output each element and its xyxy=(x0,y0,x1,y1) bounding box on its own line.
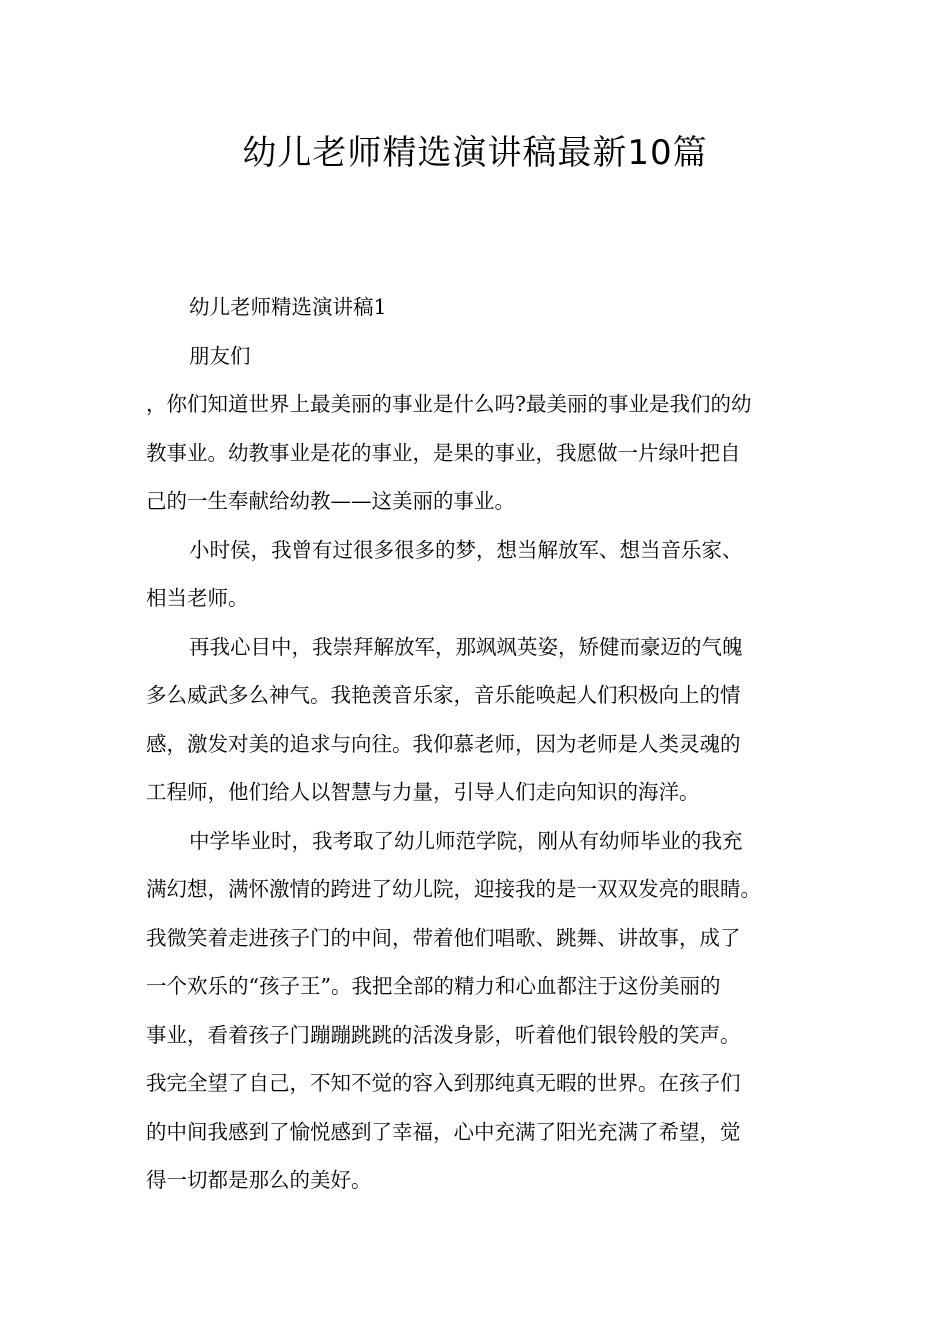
text-line: 朋友们 xyxy=(189,343,251,368)
paragraph xyxy=(146,332,811,381)
text-line: 满幻想，满怀激情的跨进了幼儿院，迎接我的是一双双发亮的眼睛。 xyxy=(146,877,761,901)
text-line: 一个欢乐的“孩子王”。我把全部的精力和心血都注于这份美丽的 xyxy=(146,974,721,998)
paragraph xyxy=(146,817,811,1205)
text-line: 相当老师。 xyxy=(146,586,249,610)
text-line: 感，激发对美的追求与向往。我仰慕老师，因为老师是人类灵魂的 xyxy=(146,731,741,756)
paragraph xyxy=(146,623,811,817)
paragraph xyxy=(146,380,811,526)
text-line: 得一切都是那么的美好。 xyxy=(146,1168,372,1192)
text-line: 教事业。幼教事业是花的事业，是果的事业，我愿做一片绿叶把自 xyxy=(146,440,741,465)
text-line: 小时侯，我曾有过很多很多的梦，想当解放军、想当音乐家、 xyxy=(189,537,743,562)
text-line: 事业，看着孩子门蹦蹦跳跳的活泼身影，听着他们银铃般的笑声。 xyxy=(146,1022,741,1047)
text-line: 多么威武多么神气。我艳羡音乐家，音乐能唤起人们积极向上的情 xyxy=(146,683,741,707)
paragraph xyxy=(146,283,811,332)
text-line: 我微笑着走进孩子门的中间，带着他们唱歌、跳舞、讲故事，成了 xyxy=(146,925,741,950)
text-line: 幼儿老师精选演讲稿1 xyxy=(189,295,387,319)
text-line: ，你们知道世界上最美丽的事业是什么吗?最美丽的事业是我们的幼 xyxy=(146,392,752,416)
text-line: 我完全望了自己，不知不觉的容入到那纯真无暇的世界。在孩子们 xyxy=(146,1071,741,1095)
document-title: 幼儿老师精选演讲稿最新10篇 xyxy=(242,133,708,173)
document-body xyxy=(146,283,811,1205)
text-line: 再我心目中，我崇拜解放军，那飒飒英姿，矫健而豪迈的气魄 xyxy=(189,634,743,659)
text-line: 中学毕业时，我考取了幼儿师范学院，刚从有幼师毕业的我充 xyxy=(189,828,743,853)
text-line: 的中间我感到了愉悦感到了幸福，心中充满了阳光充满了希望，觉 xyxy=(146,1119,741,1144)
text-line: 工程师，他们给人以智慧与力量，引导人们走向知识的海洋。 xyxy=(146,780,700,804)
text-line: 己的一生奉献给幼教——这美丽的事业。 xyxy=(146,489,515,513)
paragraph xyxy=(146,526,811,623)
